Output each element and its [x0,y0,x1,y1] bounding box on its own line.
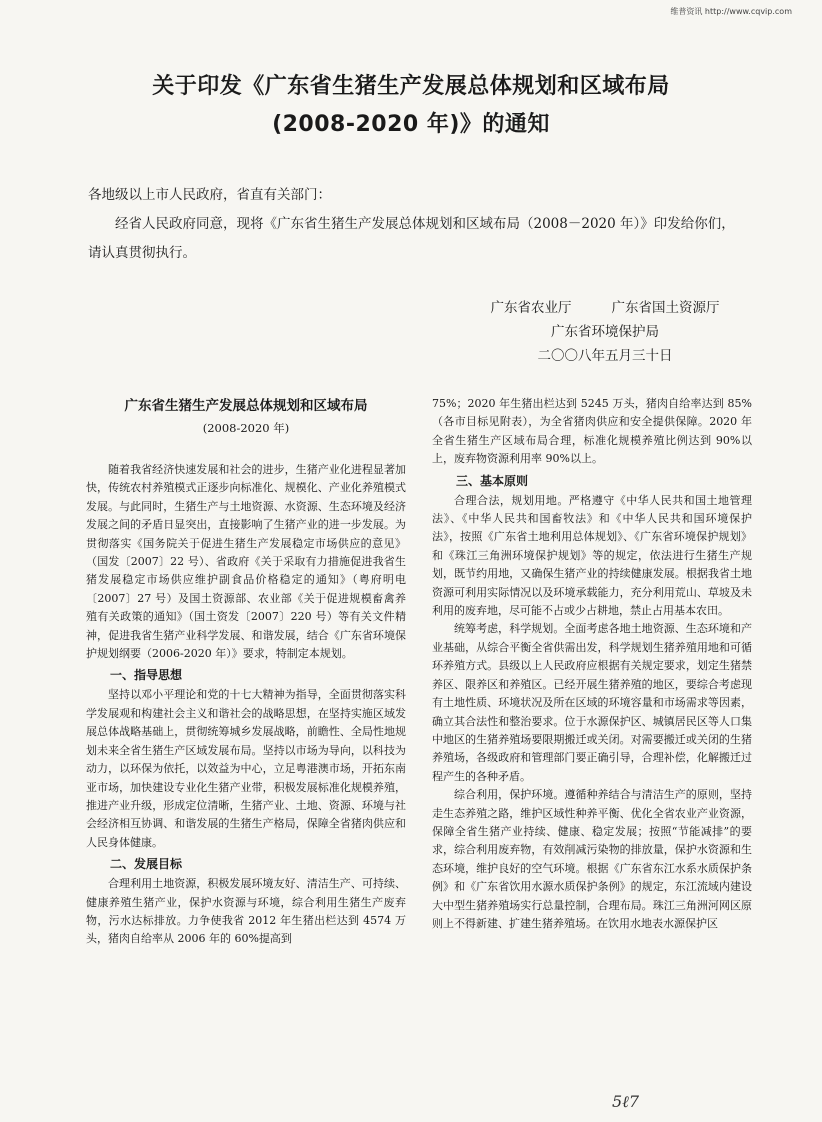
section-heading-development-goals: 二、发展目标 [110,857,183,872]
page-number: 5ℓ7 [612,1092,640,1111]
development-goals-paragraph: 合理利用土地资源，积极发展环境友好、清洁生产、可持续、健康养殖生猪产业，保护水资源与环境，综合利用生猪生产废弃物，污水达标排放。力争使我省 2012 年生猪出栏达到 4574 万头，猪肉自给率从 2006 年的 60%提高到 [86,877,406,946]
salutation: 各地级以上市人民政府，省直有关部门： [88,187,331,203]
watermark: 维普资讯 http://www.cqvip.com [670,7,792,16]
development-goals-continued: 75%；2020 年生猪出栏达到 5245 万头，猪肉自给率达到 85%（各市目标见附表），为全省猪肉供应和安全提供保障。2020 年全省生猪生产区域布局合理，标准化规模养殖比例达到 90%以上，废弃物资源利用率 90%以上。 [432,397,752,466]
section-heading-guiding-ideology: 一、指导思想 [110,668,183,683]
signature-org-environment: 广东省环境保护局 [551,324,659,340]
signature-org-agriculture: 广东省农业厅 [490,300,572,316]
section-heading-basic-principles: 三、基本原则 [456,473,529,488]
title-line-2: (2008-2020 年)》的通知 [272,112,550,137]
page-title [60,68,762,144]
principle-paragraph-environment: 综合利用，保护环境。遵循种养结合与清洁生产的原则，坚持走生态养殖之路，维护区域性种养平衡、优化全省农业产业资源，保障全省生猪产业持续、健康、稳定发展；按照“节能减排”的要求，综合利用废弃物，有效削减污染物的排放量，保护水资源和生态环境，维护良好的空气环境。根据《广东省东江水系水质保护条例》和《广东省饮用水源水质保护条例》的规定，东江流域内建设大中型生猪养殖场实行总量控制，合理布局。珠江三角洲河网区原则上不得新建、扩建生猪养殖场。在饮用水地表水源保护区 [432,788,752,930]
principle-paragraph-planning: 统筹考虑，科学规划。全面考虑各地土地资源、生态环境和产业基础，从综合平衡全省供需出发，科学规划生猪养殖用地和可循环养殖方式。县级以上人民政府应根据有关规定要求，划定生猪禁养区、限养区和养殖区。已经开展生猪养殖的地区，要综合考虑现有土地性质、环境状况及所在区域的环境容量和市场需求等因素，确立其合法性和整治要求。位于水源保护区、城镇居民区等人口集中地区的生猪养殖场要限期搬迁或关闭。对需要搬迁或关闭的生猪养殖场，各级政府和管理部门要正确引导，合理补偿，化解搬迁过程产生的各种矛盾。 [432,622,752,783]
title-line-1: 关于印发《广东省生猪生产发展总体规划和区域布局 [152,74,670,99]
signature-org-land: 广东省国土资源厅 [611,300,720,316]
guiding-ideology-paragraph: 坚持以邓小平理论和党的十七大精神为指导，全面贯彻落实科学发展观和构建社会主义和谐社会的战略思想，在坚持实施区域发展总体战略基础上，贯彻统筹城乡发展战略，前瞻性、全局性地规划未来全省生猪生产区域发展布局。坚持以市场为导向，以科技为动力，以环保为依托，以效益为中心，立足粤港澳市场，开拓东南亚市场，加快建设专业化生猪产业带，积极发展标准化规模养殖，推进产业升级，形成定位清晰，生猪产业、土地、资源、环境与社会经济相互协调、和谐发展的生猪生产格局，保障全省猪肉供应和人民身体健康。 [86,688,406,849]
signature-date: 二〇〇八年五月三十日 [537,348,673,364]
left-column [86,395,406,949]
right-column [432,395,752,933]
notice-intro [88,181,748,268]
signature-block [445,296,765,368]
principle-paragraph-land-use: 合理合法，规划用地。严格遵守《中华人民共和国土地管理法》、《中华人民共和国畜牧法》和《中华人民共和国环境保护法》，按照《广东省土地利用总体规划》、《广东省环境保护规划》和《珠江三角洲环境保护规划》等的规定，依法进行生猪生产规划，既节约用地，又确保生猪产业的持续健康发展。根据我省土地资源可利用实际情况以及环境承载能力，充分利用荒山、草坡及未利用的废弃地，尽可能不占或少占耕地，禁止占用基本农田。 [432,493,752,618]
document-title: 广东省生猪生产发展总体规划和区域布局 [124,398,368,414]
document-subtitle: (2008-2020 年) [202,421,290,435]
notice-body: 经省人民政府同意，现将《广东省生猪生产发展总体规划和区域布局（2008－2020 年）》印发给你们，请认真贯彻执行。 [88,216,735,261]
preamble-paragraph: 随着我省经济快速发展和社会的进步，生猪产业化进程显著加快，传统农村养殖模式正逐步向标准化、规模化、产业化养殖模式发展。与此同时，生猪生产与土地资源、水资源、生态环境及经济发展之间的矛盾日显突出，直接影响了生猪产业的进一步发展。为贯彻落实《国务院关于促进生猪生产发展稳定市场供应的意见》（国发〔2007〕22 号）、省政府《关于采取有力措施促进我省生猪发展稳定市场供应维护副食品价格稳定的通知》（粤府明电〔2007〕27 号）及国土资源部、农业部《关于促进规模畜禽养殖有关政策的通知》（国土资发〔2007〕220 号）等有关文件精神，促进我省生猪产业科学发展、和谐发展，结合《广东省环境保护规划纲要（2006-2020 年）》要求，特制定本规划。 [86,463,406,661]
